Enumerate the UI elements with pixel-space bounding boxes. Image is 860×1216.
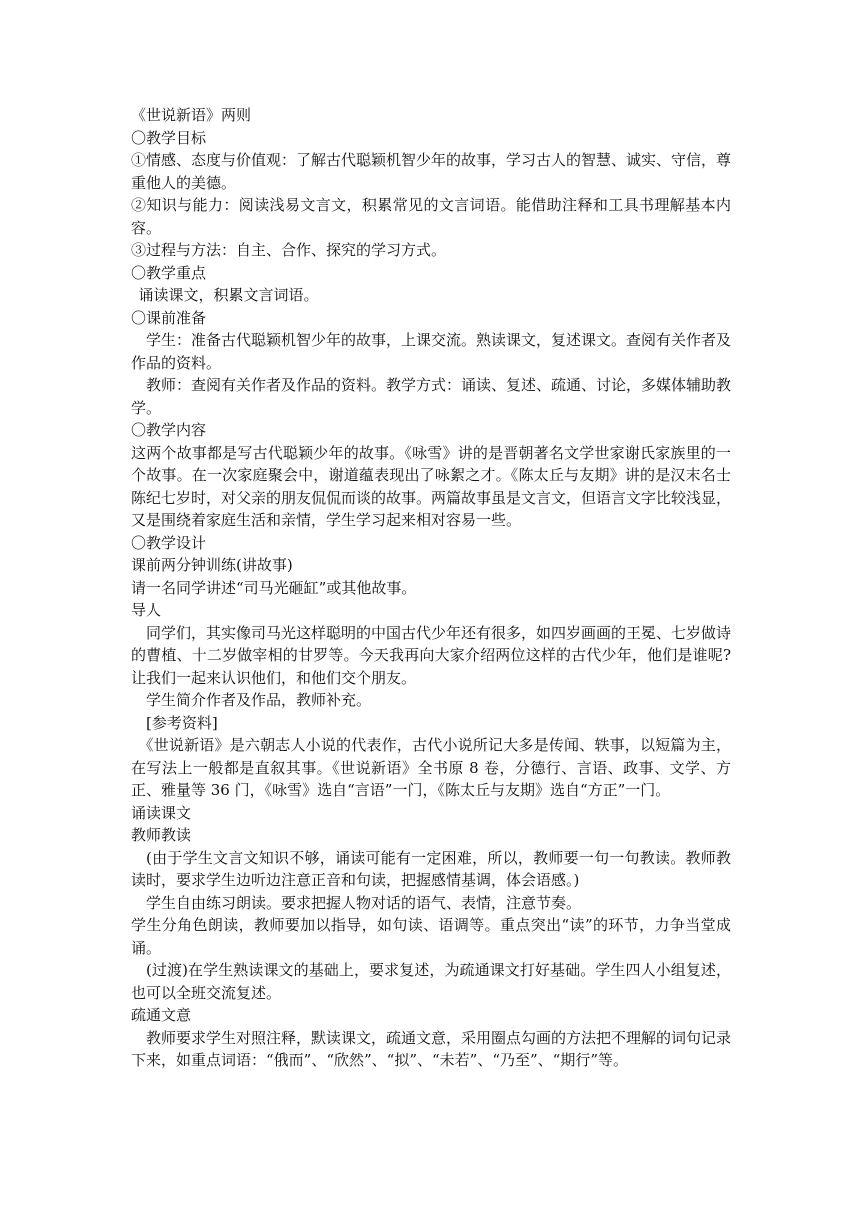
section-heading: 〇教学设计 xyxy=(131,533,207,552)
paragraph: 请一名同学讲述“司马光砸缸”或其他故事。 xyxy=(131,578,417,597)
paragraph: 课前两分钟训练(讲故事) xyxy=(131,556,293,574)
paragraph: 导人 xyxy=(131,601,162,619)
paragraph: 《世说新语》是六朝志人小说的代表作，古代小说所记大多是传闻、轶事，以短篇为主，在写法上一般都是直叙其事。《世说新语》全书原 8 卷，分德行、言语、政事、文学、方正、雅量等 36 门，《咏雪》选自“言语”一门，《陈太丘与友期》选自“方正”一门。 xyxy=(131,736,731,799)
paragraph: ③过程与方法：自主、合作、探究的学习方式。 xyxy=(131,241,447,259)
paragraph: 教师教读 xyxy=(131,826,192,844)
paragraph: 学生分角色朗读，教师要加以指导，如句读、语调等。重点突出“读”的环节，力争当堂成诵。 xyxy=(131,916,731,957)
section-heading: 〇教学内容 xyxy=(131,421,207,439)
section-heading: 〇教学目标 xyxy=(131,128,207,147)
paragraph: (由于学生文言文知识不够，诵读可能有一定困难，所以，教师要一句一句教读。教师教读时，要求学生边听边注意正音和句读，把握感情基调，体会语感。) xyxy=(131,848,731,889)
paragraph: 同学们，其实像司马光这样聪明的中国古代少年还有很多，如四岁画画的王冕、七岁做诗的曹植、十二岁做宰相的甘罗等。今天我再向大家介绍两位这样的古代少年，他们是谁呢?让我们一起来认识他们，和他们交个朋友。 xyxy=(131,623,732,687)
paragraph: 诵读课文 xyxy=(131,803,192,822)
paragraph: 教师要求学生对照注释，默读课文，疏通文意，采用圈点勾画的方法把不理解的词句记录下来，如重点词语：“俄而”、“欣然”、“拟”、“未若”、“乃至”、“期行”等。 xyxy=(131,1028,732,1069)
paragraph: 诵读课文，积累文言词语。 xyxy=(138,286,319,304)
section-heading: 〇教学重点 xyxy=(131,263,207,282)
section-heading: 〇课前准备 xyxy=(131,308,207,327)
paragraph: (过渡)在学生熟读课文的基础上，要求复述，为疏通课文打好基础。学生四人小组复述，也可以全班交流复述。 xyxy=(131,961,731,1002)
paragraph: 学生自由练习朗读。要求把握人物对话的语气、表情，注意节奏。 xyxy=(146,893,582,912)
paragraph: 这两个故事都是写古代聪颖少年的故事。《咏雪》讲的是晋朝著名文学世家谢氏家族里的一个故事。在一次家庭聚会中，谢道蕴表现出了咏絮之才。《陈太丘与友期》讲的是汉末名士陈纪七岁时，对父亲的朋友侃侃而谈的故事。两篇故事虽是文言文，但语言文字比较浅显，又是围绕着家庭生活和亲情，学生学习起来相对容易一些。 xyxy=(131,443,732,529)
paragraph: 学生简介作者及作品，教师补充。 xyxy=(146,691,372,709)
paragraph: ②知识与能力：阅读浅易文言文，积累常见的文言词语。能借助注释和工具书理解基本内容。 xyxy=(131,196,731,237)
paragraph: 学生：准备古代聪颖机智少年的故事，上课交流。熟读课文，复述课文。查阅有关作者及作品的资料。 xyxy=(131,331,732,372)
document-page xyxy=(131,104,731,1072)
paragraph: 疏通文意 xyxy=(131,1006,192,1024)
paragraph: 教师：查阅有关作者及作品的资料。教学方式：诵读、复述、疏通、讨论，多媒体辅助教学。 xyxy=(131,376,732,417)
paragraph: [参考资料] xyxy=(146,713,218,732)
paragraph: ①情感、态度与价值观：了解古代聪颖机智少年的故事，学习古人的智慧、诚实、守信，尊重他人的美德。 xyxy=(131,151,732,192)
document-title: 《世说新语》两则 xyxy=(131,106,252,124)
document-body xyxy=(131,127,731,1072)
